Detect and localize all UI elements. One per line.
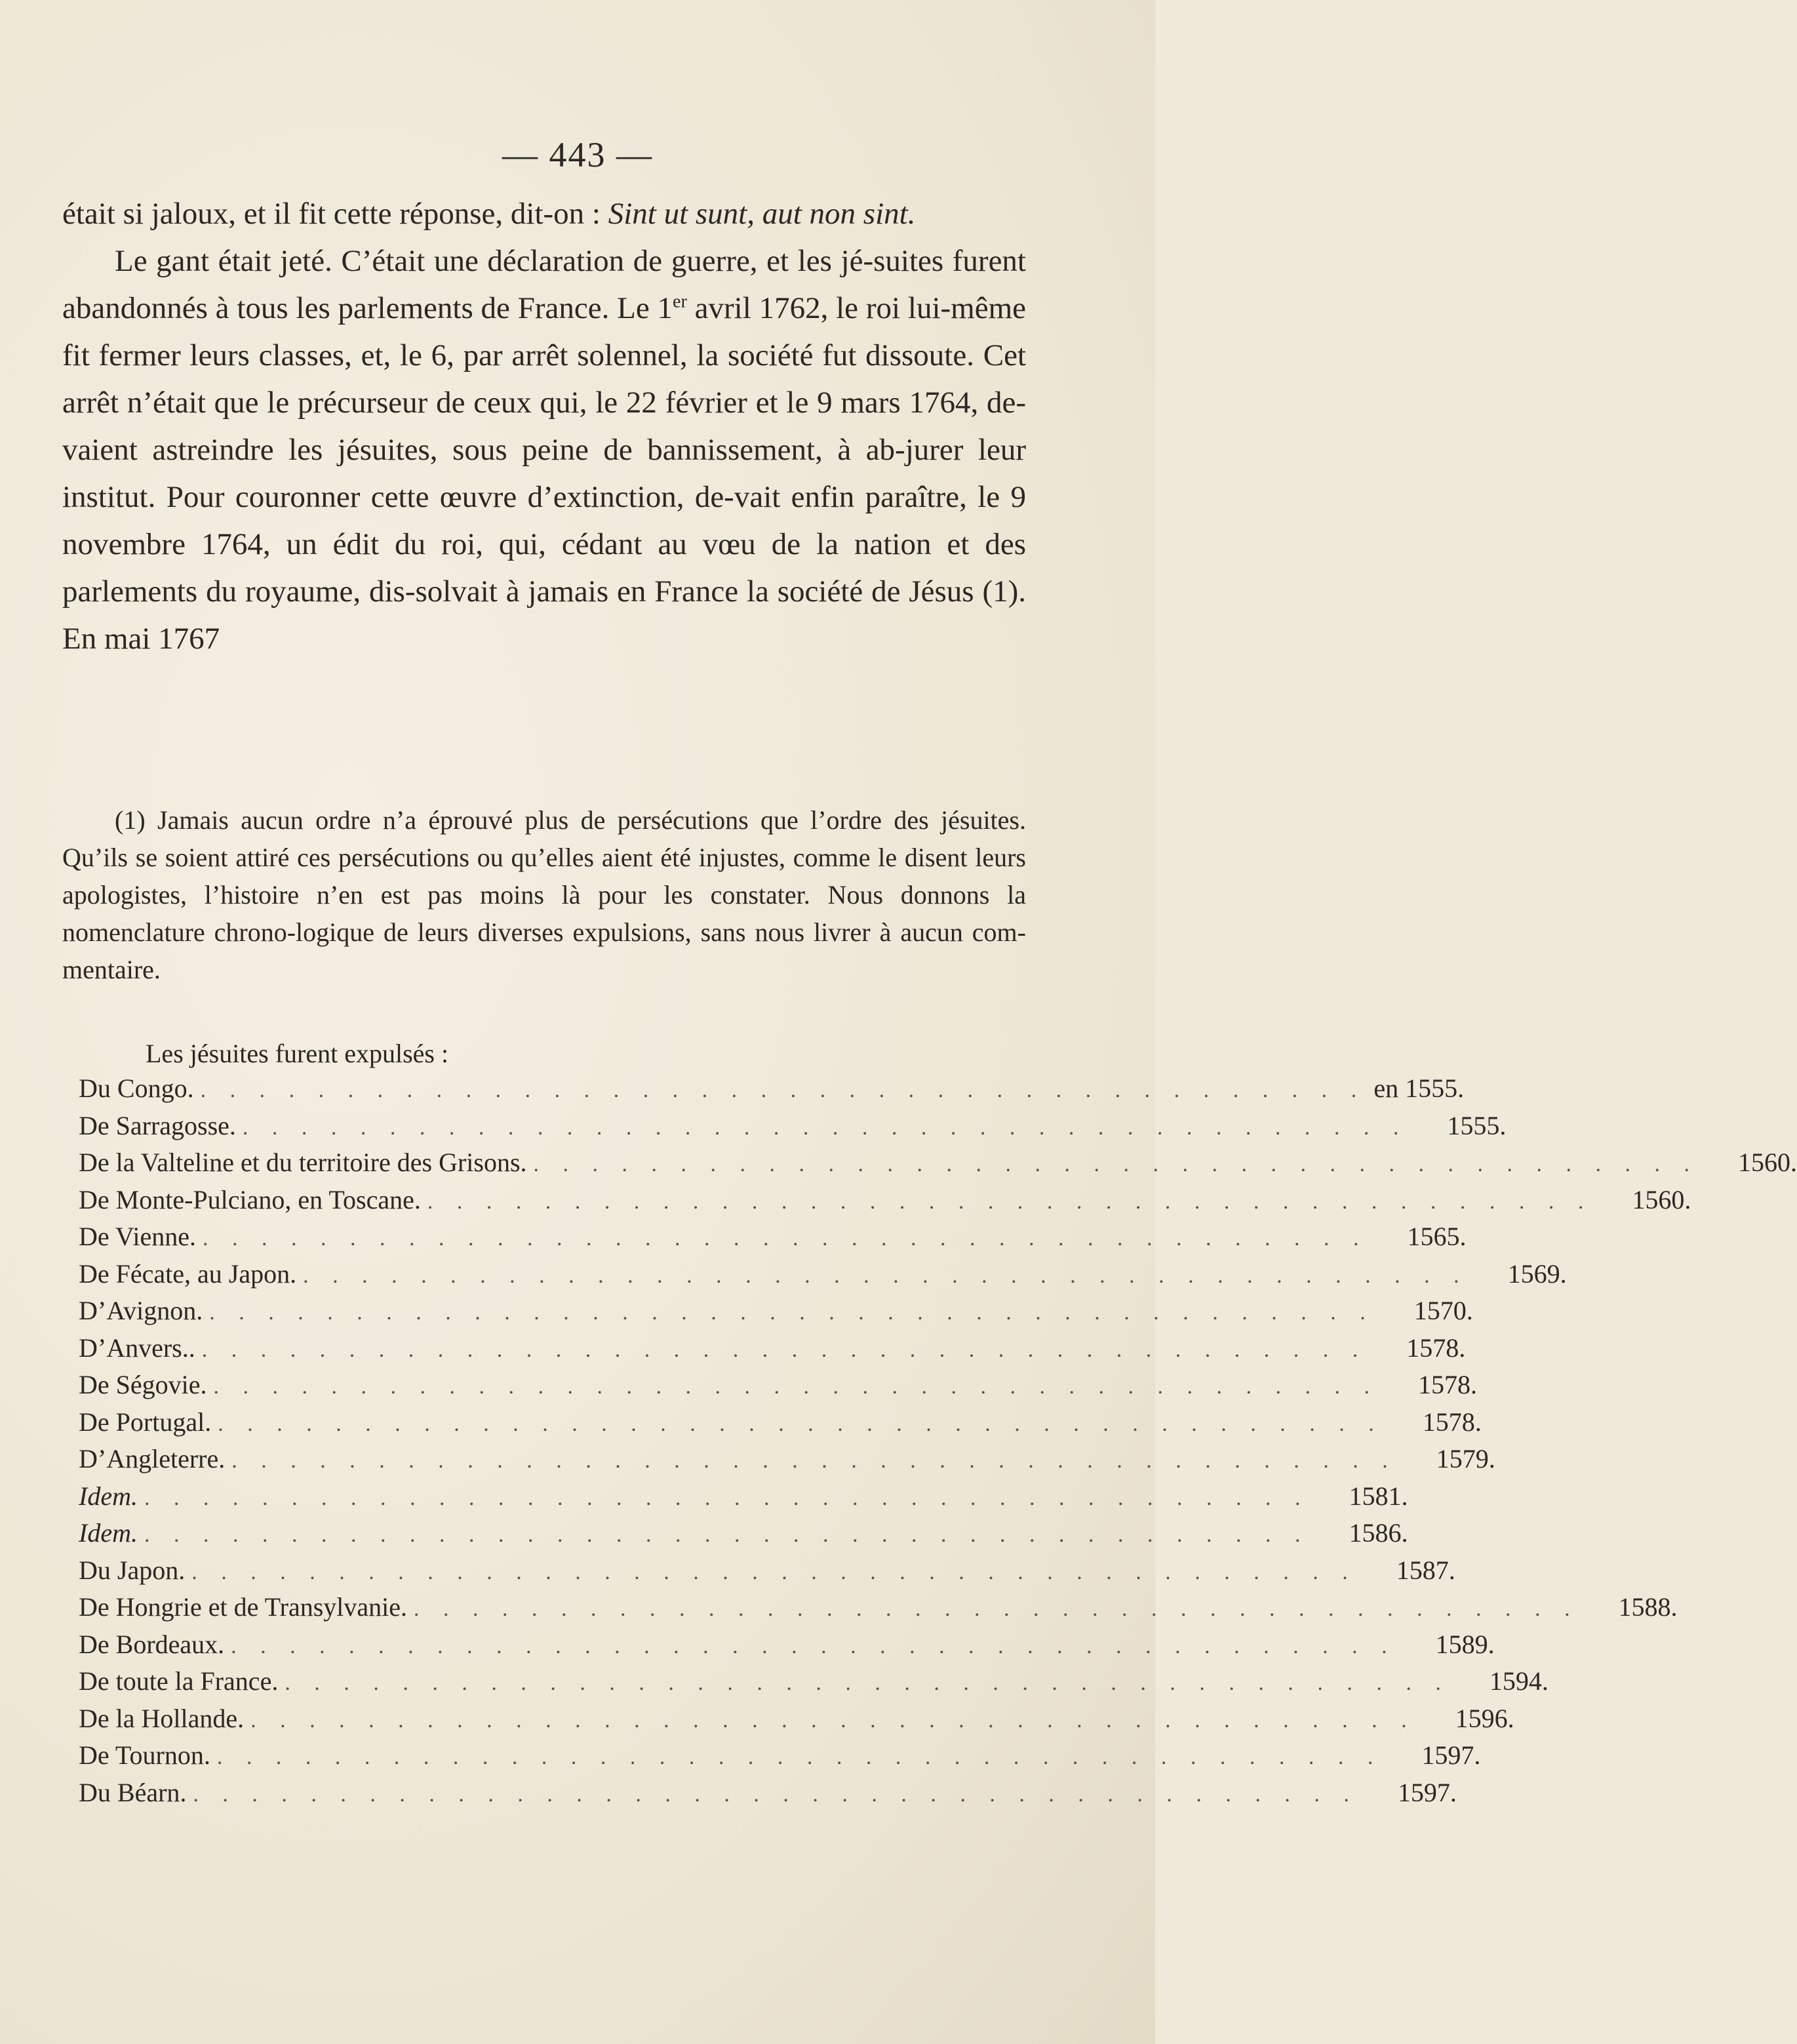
expulsion-year: 1579. — [1436, 1444, 1495, 1473]
dot-leader: . . . . . . . . . . . . . . . . . . . . . . . . . . . . . . . . . . . . . . . . — [213, 1374, 1379, 1399]
place-name: Idem. — [79, 1481, 138, 1511]
dot-leader: . . . . . . . . . . . . . . . . . . . . . . . . . . . . . . . . . . . . . . . . — [218, 1411, 1383, 1436]
expulsion-list-intro: Les jésuites furent expulsés : — [146, 1039, 449, 1068]
place-name: De Tournon. — [79, 1740, 210, 1770]
list-item — [79, 1404, 1482, 1441]
paragraph-2-text-a: Le gant était jeté. C’était une déclaration de guerre, et les jé-suites furent abandonnés à tous les parlements de France. Le 1 — [62, 244, 1026, 325]
place-name: De Hongrie et de Transylvanie. — [79, 1592, 408, 1622]
place-name: De Bordeaux. — [79, 1629, 225, 1659]
dot-leader: . . . . . . . . . . . . . . . . . . . . . . . . . . . . . . . . . . . . . . . . — [200, 1078, 1366, 1102]
list-item — [79, 1663, 1549, 1700]
expulsion-year: 1570. — [1413, 1296, 1473, 1325]
list-item — [79, 1737, 1481, 1774]
dot-leader: . . . . . . . . . . . . . . . . . . . . . . . . . . . . . . . . . . . . . . . . — [414, 1597, 1579, 1621]
dot-leader: . . . . . . . . . . . . . . . . . . . . . . . . . . . . . . . . . . . . . . . . — [144, 1523, 1310, 1547]
list-item — [79, 1478, 1408, 1515]
expulsion-year: 1578. — [1422, 1407, 1482, 1437]
main-text — [62, 190, 1026, 662]
expulsion-year: 1594. — [1489, 1666, 1549, 1696]
place-name: Du Japon. — [79, 1555, 186, 1585]
dot-leader: . . . . . . . . . . . . . . . . . . . . . . . . . . . . . . . . . . . . . . . . — [201, 1337, 1368, 1362]
expulsion-year: 1569. — [1507, 1258, 1567, 1289]
place-name: De Monte-Pulciano, en Toscane. — [79, 1184, 421, 1214]
list-item — [79, 1367, 1478, 1404]
dot-leader: . . . . . . . . . . . . . . . . . . . . . . . . . . . . . . . . . . . . . . . . — [203, 1226, 1368, 1251]
paragraph-1 — [62, 190, 1026, 237]
dot-leader: . . . . . . . . . . . . . . . . . . . . . . . . . . . . . . . . . . . . . . . . — [231, 1633, 1396, 1658]
place-name: De Fécate, au Japon. — [79, 1258, 297, 1289]
list-item — [79, 1774, 1457, 1812]
place-name: D’Anvers.. — [79, 1333, 195, 1363]
dot-leader: . . . . . . . . . . . . . . . . . . . . . . . . . . . . . . . . . . . . . . . . — [209, 1300, 1375, 1325]
list-item — [79, 1589, 1678, 1626]
list-item — [79, 1293, 1473, 1330]
place-name: D’Avignon. — [79, 1296, 203, 1325]
footnote-text: (1) Jamais aucun ordre n’a éprouvé plus de persécutions que l’ordre des jésuites. Qu’ils se soient attiré ces persécutions ou qu’elles aient été injustes, comme le disent leurs apologistes, l’histoire n’en est pas moins là pour les constater. Nous donnons la nomenclature chrono-logique de leurs diverses expulsions, sans nous livrer à aucun com-mentaire. — [62, 805, 1026, 984]
place-name: De Ségovie. — [79, 1370, 207, 1399]
expulsion-year: 1597. — [1397, 1777, 1457, 1807]
dot-leader: . . . . . . . . . . . . . . . . . . . . . . . . . . . . . . . . . . . . . . . . — [242, 1115, 1408, 1140]
place-name: De la Valteline et du territoire des Grisons. — [79, 1148, 527, 1177]
list-item — [79, 1144, 1797, 1182]
expulsion-year: 1565. — [1407, 1222, 1467, 1251]
expulsion-year: 1589. — [1435, 1629, 1495, 1659]
dot-leader: . . . . . . . . . . . . . . . . . . . . . . . . . . . . . . . . . . . . . . . . — [191, 1559, 1357, 1584]
place-name: D’Angleterre. — [79, 1444, 226, 1473]
dot-leader: . . . . . . . . . . . . . . . . . . . . . . . . . . . . . . . . . . . . . . . . — [144, 1485, 1310, 1510]
dot-leader: . . . . . . . . . . . . . . . . . . . . . . . . . . . . . . . . . . . . . . . . — [216, 1745, 1383, 1769]
expulsion-year: 1560. — [1738, 1148, 1797, 1177]
dot-leader: . . . . . . . . . . . . . . . . . . . . . . . . . . . . . . . . . . . . . . . . — [427, 1189, 1593, 1214]
expulsion-year: 1597. — [1421, 1740, 1481, 1770]
place-name: De Portugal. — [79, 1407, 212, 1437]
place-name: Du Béarn. — [79, 1777, 187, 1807]
expulsion-year: 1586. — [1349, 1518, 1408, 1548]
expulsion-year: 1587. — [1396, 1555, 1455, 1585]
expulsion-year: 1581. — [1349, 1481, 1408, 1511]
page-number: — 443 — — [502, 135, 653, 174]
list-item — [79, 1626, 1495, 1664]
list-item — [79, 1256, 1567, 1293]
paragraph-1-text: était si jaloux, et il fit cette réponse, dit-on : — [62, 197, 608, 231]
footnote — [62, 801, 1026, 988]
place-name: Idem. — [79, 1518, 138, 1548]
place-name: Du Congo. — [79, 1073, 194, 1103]
dot-leader: . . . . . . . . . . . . . . . . . . . . . . . . . . . . . . . . . . . . . . . . — [250, 1708, 1416, 1733]
dot-leader: . . . . . . . . . . . . . . . . . . . . . . . . . . . . . . . . . . . . . . . . — [533, 1152, 1699, 1176]
expulsion-year: 1578. — [1418, 1370, 1478, 1399]
list-item — [79, 1108, 1507, 1145]
expulsion-year: 1578. — [1406, 1333, 1466, 1363]
place-name: De la Hollande. — [79, 1703, 245, 1733]
list-item — [79, 1218, 1467, 1256]
dot-leader: . . . . . . . . . . . . . . . . . . . . . . . . . . . . . . . . . . . . . . . . — [285, 1671, 1450, 1695]
expulsion-year: 1596. — [1455, 1703, 1514, 1733]
expulsion-year: 1555. — [1447, 1110, 1507, 1140]
expulsion-year: 1588. — [1618, 1592, 1678, 1622]
paragraph-2 — [62, 237, 1026, 662]
list-item — [79, 1441, 1495, 1478]
dot-leader: . . . . . . . . . . . . . . . . . . . . . . . . . . . . . . . . . . . . . . . . — [231, 1449, 1397, 1473]
list-item — [79, 1330, 1466, 1367]
list-item — [79, 1182, 1691, 1219]
list-item — [79, 1700, 1514, 1738]
expulsion-year: en 1555. — [1373, 1073, 1465, 1103]
paragraph-2-text-b: avril 1762, le roi lui-même fit fermer leurs classes, et, le 6, par arrêt solennel, la société fut dissoute. Cet arrêt n’était que le précurseur de ceux qui, le 22 février et le 9 mars 1764, de-vaient astreindre les jésuites, sous peine de bannissement, à ab-jurer leur institut. Pour couronner cette œuvre d’extinction, de-vait enfin paraître, le 9 novembre 1764, un édit du roi, qui, cédant au vœu de la nation et des parlements du royaume, dis-solvait à jamais en France la société de Jésus (1). En mai 1767 — [62, 291, 1026, 656]
list-item — [79, 1070, 1465, 1108]
dot-leader: . . . . . . . . . . . . . . . . . . . . . . . . . . . . . . . . . . . . . . . . — [303, 1263, 1469, 1288]
list-item — [79, 1552, 1455, 1590]
ordinal-superscript: er — [673, 291, 687, 312]
dot-leader: . . . . . . . . . . . . . . . . . . . . . . . . . . . . . . . . . . . . . . . . — [193, 1782, 1358, 1807]
place-name: De Vienne. — [79, 1222, 197, 1251]
expulsion-year: 1560. — [1632, 1184, 1691, 1214]
place-name: De toute la France. — [79, 1666, 279, 1696]
list-item — [79, 1515, 1408, 1552]
latin-quote: Sint ut sunt, aut non sint. — [608, 197, 916, 231]
place-name: De Sarragosse. — [79, 1110, 236, 1140]
expulsion-list — [79, 1070, 1797, 1811]
